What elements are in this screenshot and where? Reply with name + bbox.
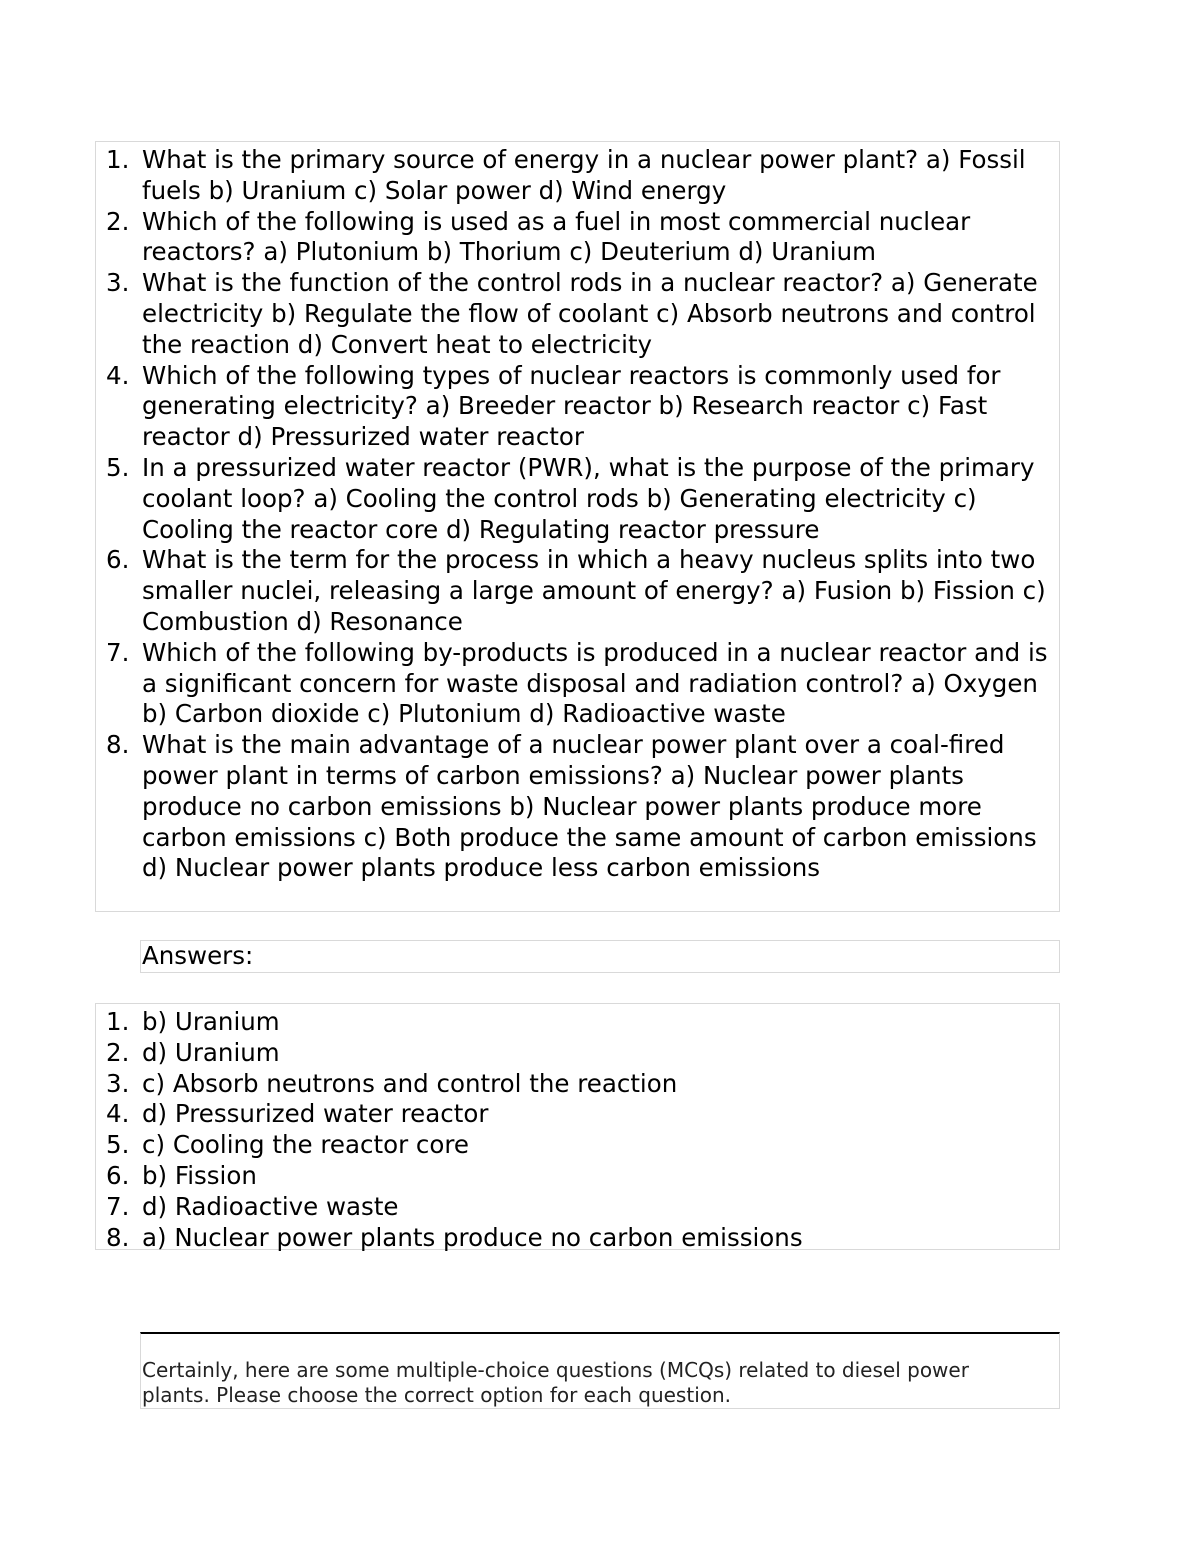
question-text: What is the function of the control rods in a nuclear reactor? a) Generate electricity b) Regulate the flow of coolant c) Absorb neutrons and control the reaction d) Convert heat to electricity	[142, 268, 1038, 359]
answer-text: b) Fission	[142, 1160, 257, 1190]
answer-number: 1.	[106, 1007, 130, 1036]
answer-item	[96, 1099, 1059, 1130]
question-text: What is the term for the process in which a heavy nucleus splits into two smaller nuclei, releasing a large amount of energy? a) Fusion b) Fission c) Combustion d) Resonance	[142, 545, 1046, 636]
answer-number: 6.	[106, 1160, 130, 1190]
answer-item	[96, 1223, 1059, 1254]
intro-paragraph: Certainly, here are some multiple-choice questions (MCQs) related to diesel power plants. Please choose the correct option for each question.	[140, 1332, 1060, 1409]
question-item	[96, 361, 1059, 453]
answer-number: 3.	[106, 1068, 130, 1098]
answer-item	[96, 1192, 1059, 1223]
question-number: 8.	[106, 730, 130, 760]
question-number: 2.	[106, 206, 130, 236]
question-text: What is the main advantage of a nuclear power plant over a coal-fired power plant in terms of carbon emissions? a) Nuclear power plants produce no carbon emissions b) Nuclear power plants produce more carbon emissions c) Both produce the same amount of carbon emissions d) Nuclear power plants produce less carbon emissions	[142, 730, 1037, 883]
answer-number: 8.	[106, 1222, 130, 1252]
answer-number: 7.	[106, 1191, 130, 1221]
answer-item	[96, 1161, 1059, 1192]
question-item	[96, 730, 1059, 884]
question-number: 3.	[106, 268, 130, 298]
question-item	[96, 268, 1059, 360]
answer-text: d) Radioactive waste	[142, 1191, 399, 1221]
question-item	[96, 145, 1059, 207]
answer-number: 2.	[106, 1037, 130, 1067]
answer-item	[96, 1038, 1059, 1069]
question-item	[96, 207, 1059, 269]
question-text: Which of the following by-products is produced in a nuclear reactor and is a significant concern for waste disposal and radiation control? a) Oxygen b) Carbon dioxide c) Plutonium d) Radioactive waste	[142, 637, 1048, 729]
question-text: Which of the following types of nuclear reactors is commonly used for generating electricity? a) Breeder reactor b) Research reactor c) Fast reactor d) Pressurized water reactor	[142, 360, 1001, 452]
question-number: 1.	[106, 145, 130, 174]
answer-text: c) Absorb neutrons and control the reaction	[142, 1068, 678, 1098]
question-item	[96, 453, 1059, 545]
answer-text: b) Uranium	[142, 1007, 280, 1036]
question-item	[96, 545, 1059, 637]
answer-item	[96, 1069, 1059, 1100]
question-number: 4.	[106, 360, 130, 390]
answer-item	[96, 1007, 1059, 1038]
answers-heading: Answers:	[140, 940, 1060, 973]
answer-number: 5.	[106, 1130, 130, 1160]
answer-text: c) Cooling the reactor core	[142, 1130, 469, 1160]
answer-text: a) Nuclear power plants produce no carbon emissions	[142, 1222, 803, 1252]
question-number: 5.	[106, 452, 130, 482]
question-text: Which of the following is used as a fuel in most commercial nuclear reactors? a) Plutonium b) Thorium c) Deuterium d) Uranium	[142, 206, 971, 267]
question-item	[96, 638, 1059, 730]
questions-list	[95, 141, 1060, 912]
question-number: 7.	[106, 637, 130, 667]
answer-text: d) Pressurized water reactor	[142, 1099, 489, 1129]
answer-item	[96, 1130, 1059, 1161]
question-number: 6.	[106, 545, 130, 575]
answer-text: d) Uranium	[142, 1037, 280, 1067]
answer-number: 4.	[106, 1099, 130, 1129]
answers-list	[95, 1003, 1060, 1250]
question-text: In a pressurized water reactor (PWR), what is the purpose of the primary coolant loop? a) Cooling the control rods b) Generating electricity c) Cooling the reactor core d) Regulating reactor pressure	[142, 452, 1035, 544]
question-text: What is the primary source of energy in a nuclear power plant? a) Fossil fuels b) Uranium c) Solar power d) Wind energy	[142, 145, 1026, 205]
